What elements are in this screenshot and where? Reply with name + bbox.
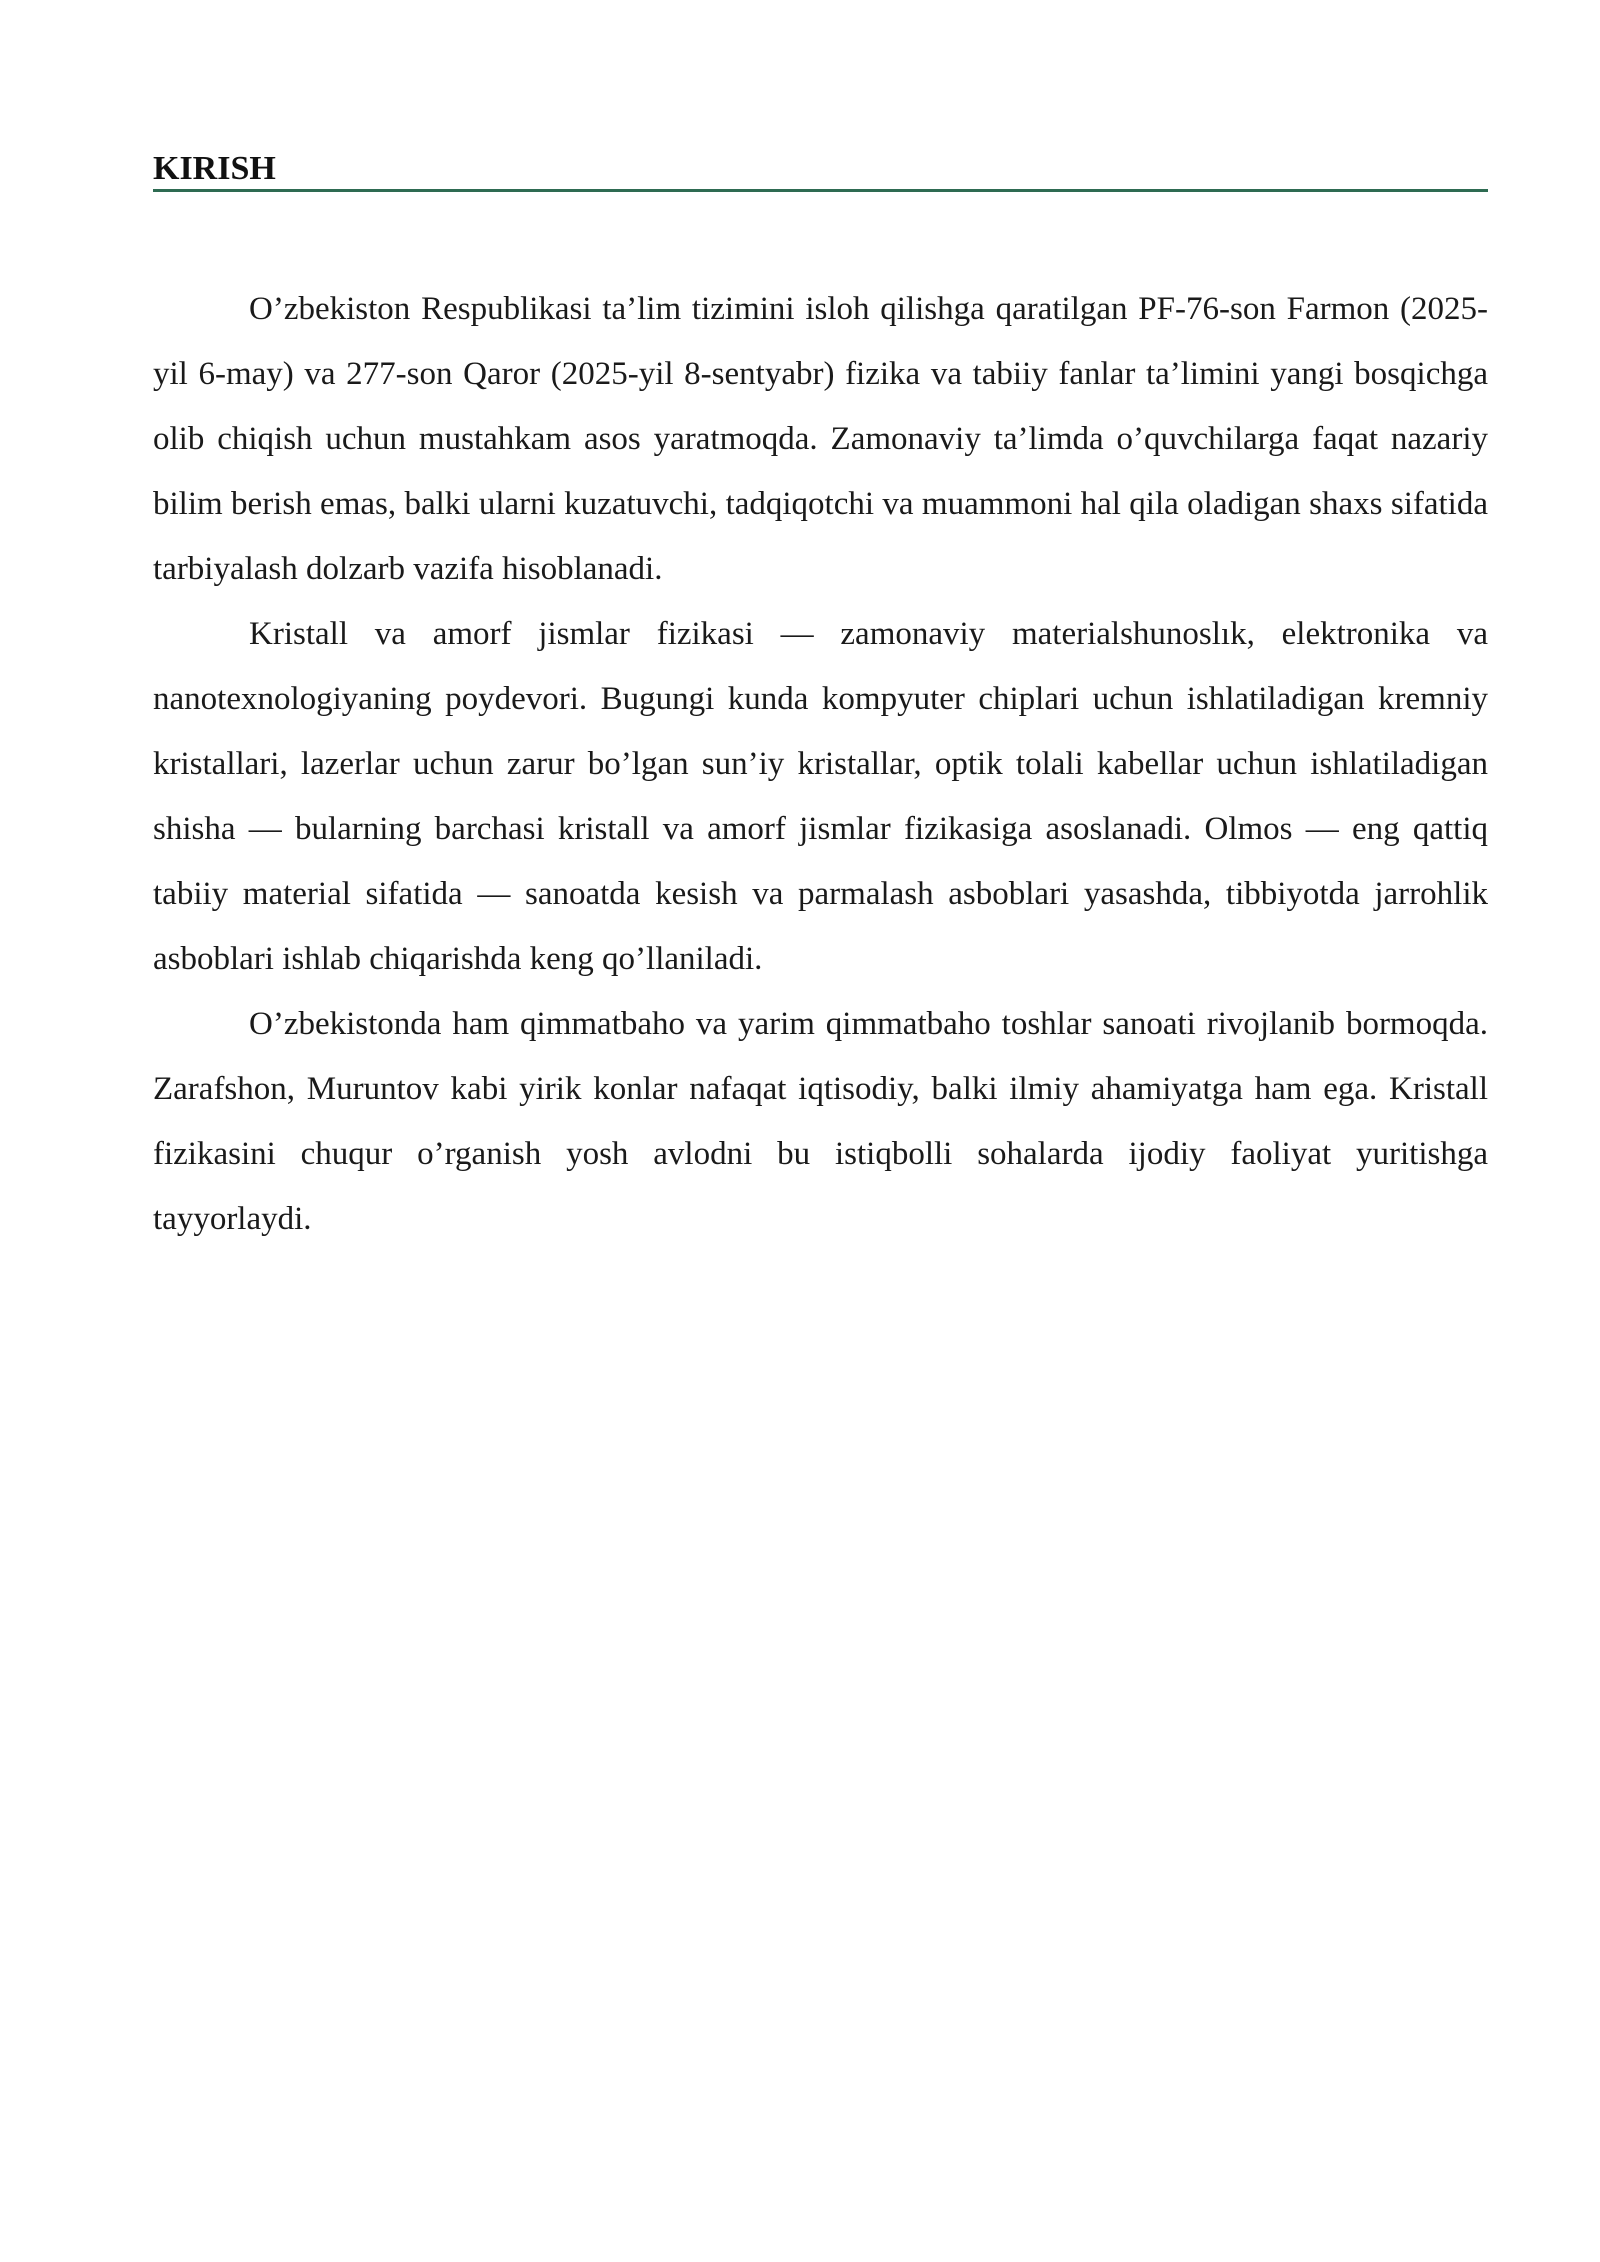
paragraph-3: O’zbekistonda ham qimmatbaho va yarim qimmatbaho toshlar sanoati rivojlanib bormoqda. Zarafshon, Muruntov kabi yirik konlar nafaqat iqtisodiy, balki ilmiy ahamiyatga ham ega. Kristall fizikasini chuqur o’rganish yosh avlodni bu istiqbolli sohalarda ijodiy faoliyat yuritishga tayyorlaydi. xyxy=(153,1006,1488,1238)
paragraph-2: Kristall va amorf jismlar fizikasi — zamonaviy materialshunoslık, elektronika va nanotexnologiyaning poydevori. Bugungi kunda kompyuter chiplari uchun ishlatiladigan kremniy kristallari, lazerlar uchun zarur bo’lgan sun’iy kristallar, optik tolali kabellar uchun ishlatiladigan shisha — bularning barchasi kristall va amorf jismlar fizikasiga asoslanadi. Olmos — eng qattiq tabiiy material sifatida — sanoatda kesish va parmalash asboblari yasashda, tibbiyotda jarrohlik asboblari ishlab chiqarishda keng qo’llaniladi. xyxy=(153,616,1488,978)
paragraph-1: O’zbekiston Respublikasi ta’lim tizimini isloh qilishga qaratilgan PF-76-son Farmon (2025-yil 6-may) va 277-son Qaror (2025-yil 8-sentyabr) fizika va tabiiy fanlar ta’limini yangi bosqichga olib chiqish uchun mustahkam asos yaratmoqda. Zamonaviy ta’limda o’quvchilarga faqat nazariy bilim berish emas, balki ularni kuzatuvchi, tadqiqotchi va muammoni hal qila oladigan shaxs sifatida tarbiyalash dolzarb vazifa hisoblanadi. xyxy=(153,291,1488,588)
body-text xyxy=(153,277,1488,1252)
document-page xyxy=(153,150,1488,1252)
heading-underline xyxy=(153,189,1488,192)
section-heading: KIRISH xyxy=(153,150,276,187)
